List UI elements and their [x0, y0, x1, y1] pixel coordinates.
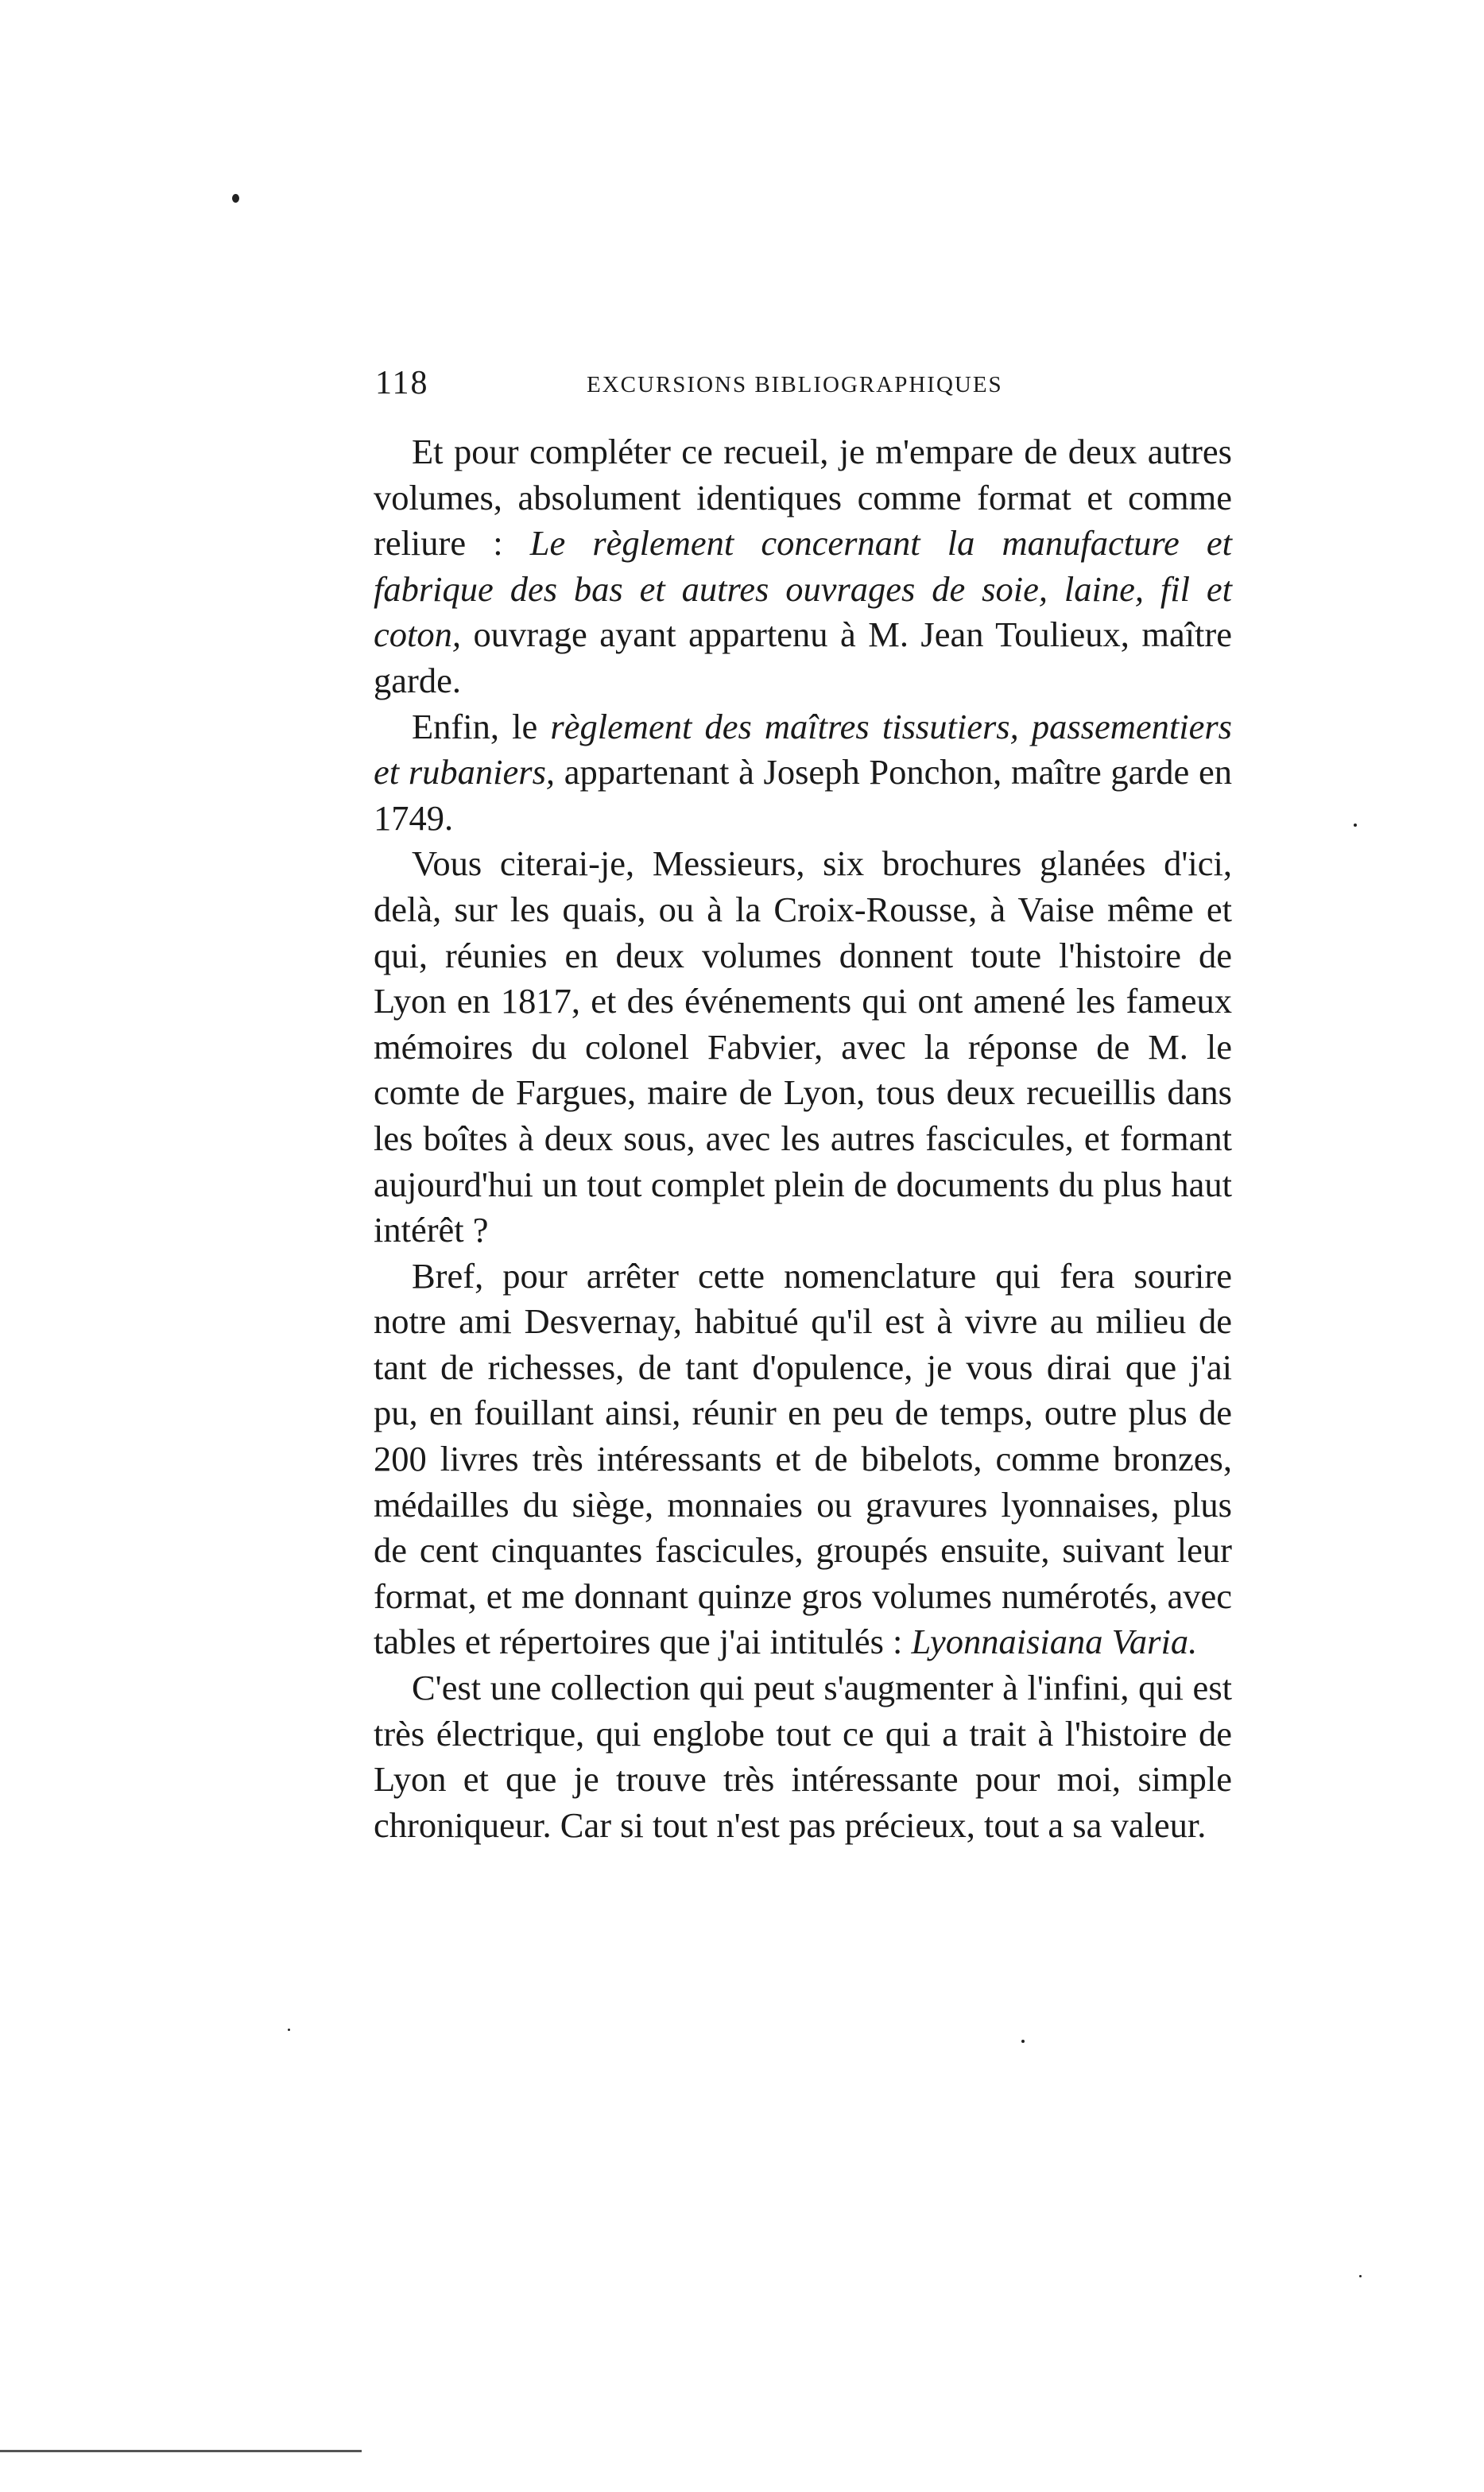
- page-header: [375, 364, 1234, 412]
- ink-speck: [1354, 824, 1357, 827]
- italic-title-reglement-bas: Le règlement concernant la manufacture et fabrique des bas et autres ouvrages de soie, laine, fil et coton,: [374, 523, 1232, 655]
- ink-speck: [1359, 2275, 1362, 2277]
- paragraph-2: [374, 704, 1232, 842]
- paragraph-text: Et pour compléter ce recueil, je m'empare de deux autres volumes, absolument identiques comme format et comme reliure :: [374, 432, 1232, 564]
- body-text: [374, 429, 1232, 1848]
- italic-title-reglement-tissutiers: règlement des maîtres tissutiers, passementiers et rubaniers,: [374, 706, 1232, 793]
- paragraph-text: ouvrage ayant appartenu à M. Jean Toulieux, maître garde.: [374, 614, 1232, 700]
- paragraph-text: appartenant à Joseph Ponchon, maître garde en 1749.: [374, 752, 1232, 838]
- paragraph-5: C'est une collection qui peut s'augmenter à l'infini, qui est très électrique, qui englobe tout ce qui a trait à l'histoire de Lyon et que je trouve très intéressante pour moi, simple chroniqueur. Car si tout n'est pas précieux, tout a sa valeur.: [374, 1668, 1232, 1845]
- ink-speck: [1021, 2040, 1025, 2043]
- page-number: 118: [375, 365, 429, 401]
- footer-rule: [0, 2450, 362, 2452]
- paragraph-1: [374, 429, 1232, 704]
- ink-speck: [232, 194, 239, 203]
- paragraph-3: Vous citerai-je, Messieurs, six brochures glanées d'ici, delà, sur les quais, ou à la Croix-Rousse, à Vaise même et qui, réunies en deux volumes donnent toute l'histoire de Lyon en 1817, et des événements qui ont amené les fameux mémoires du colonel Fabvier, avec la réponse de M. le comte de Fargues, maire de Lyon, tous deux recueillis dans les boîtes à deux sous, avec les autres fascicules, et formant aujourd'hui un tout complet plein de documents du plus haut intérêt ?: [374, 843, 1232, 1250]
- italic-title-lyonnaisiana: Lyonnaisiana Varia.: [911, 1622, 1198, 1662]
- paragraph-text: Bref, pour arrêter cette nomenclature qui fera sourire notre ami Desvernay, habitué qu'il est à vivre au milieu de tant de richesses, de tant d'opulence, je vous dirai que j'ai pu, en fouillant ainsi, réunir en peu de temps, outre plus de 200 livres très intéressants et de bibelots, comme bronzes, médailles du siège, monnaies ou gravures lyonnaises, plus de cent cinquantes fascicules, groupés ensuite, suivant leur format, et me donnant quinze gros volumes numérotés, avec tables et répertoires que j'ai intitulés :: [374, 1255, 1232, 1662]
- paragraph-4: [374, 1254, 1232, 1665]
- paragraph-text: Enfin, le: [412, 706, 551, 746]
- running-head: EXCURSIONS BIBLIOGRAPHIQUES: [587, 372, 1003, 397]
- ink-speck: [288, 2029, 290, 2031]
